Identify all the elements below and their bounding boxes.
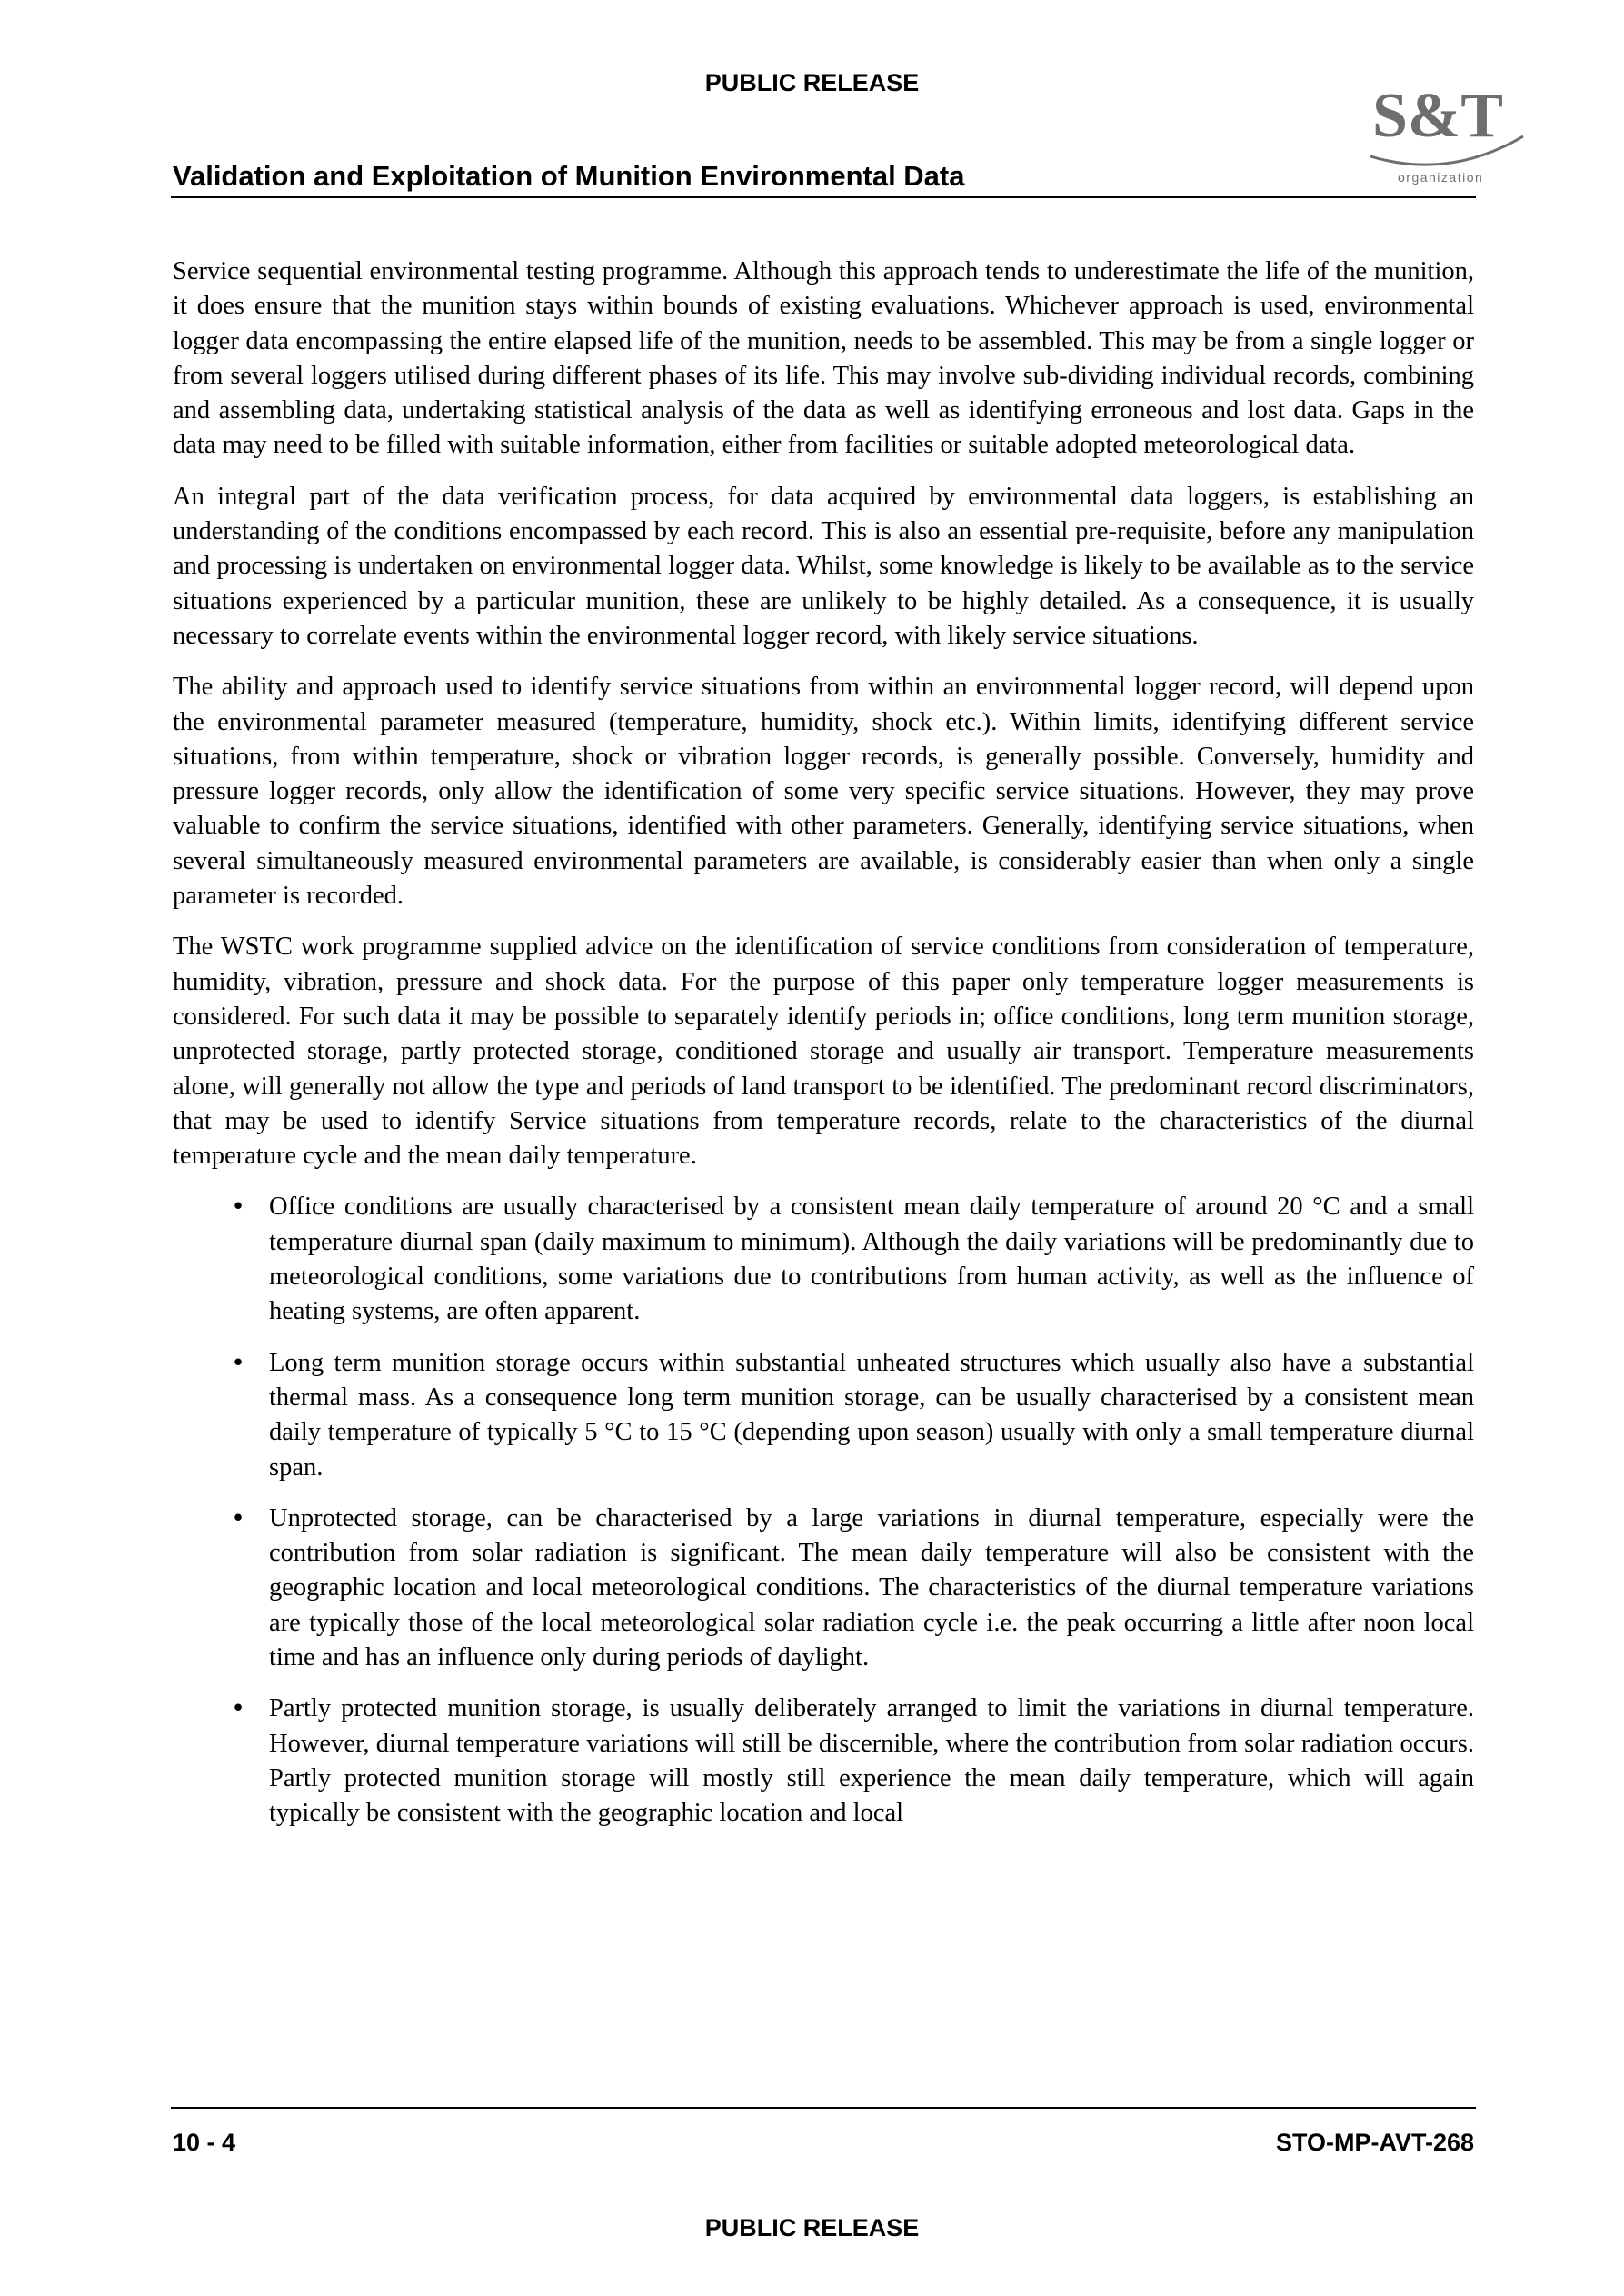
bullet-icon: • [231,1193,245,1222]
body-paragraph: The WSTC work programme supplied advice on the identification of service conditions from consideration of temperature, humidity, vibration, pressure and shock data. For the purpose of this paper only temperature logger measurements is considered. For such data it may be possible to separately identify periods in; office conditions, long term munition storage, unprotected storage, partly protected storage, conditioned storage and usually air transport. Temperature measurements alone, will generally not allow the type and periods of land transport to be identified. The predominant record discriminators, that may be used to identify Service situations from temperature records, relate to the characteristics of the diurnal temperature cycle and the mean daily temperature. [173,933,1474,1171]
page-body [173,255,1474,1847]
bullet-text: Office conditions are usually characterised by a consistent mean daily temperature of around 20 °C and a small temperature diurnal span (daily maximum to minimum). Although the daily variations will be predominantly due to meteorological conditions, some variations due to contributions from human activity, as well as the influence of heating systems, are often apparent. [269,1193,1474,1326]
document-id: STO-MP-AVT-268 [1275,2129,1474,2156]
body-paragraph: The ability and approach used to identify service situations from within an environmental logger record, will depend upon the environmental parameter measured (temperature, humidity, shock etc.). Within limits, identifying different service situations, from within temperature, shock or vibration logger records, is generally possible. Conversely, humidity and pressure logger records, only allow the identification of some very specific service situations. However, they may prove valuable to confirm the service situations, identified with other parameters. Generally, identifying service situations, when several simultaneously measured environmental parameters are available, is considerably easier than when only a single parameter is recorded. [173,673,1474,911]
public-release-footer: PUBLIC RELEASE [704,2214,920,2241]
footer-rule [171,2107,1476,2109]
bullet-item [173,1692,1474,1831]
sto-logo [1363,73,1527,191]
bullet-item [173,1502,1474,1675]
bullet-item [173,1190,1474,1329]
bullet-icon: • [231,1349,245,1377]
document-title: Validation and Exploitation of Munition Environmental Data [173,160,965,192]
body-paragraph: Service sequential environmental testing programme. Although this approach tends to underestimate the life of the munition, it does ensure that the munition stays within bounds of existing evaluations. Whichever approach is used, environmental logger data encompassing the entire elapsed life of the munition, needs to be assembled. This may be from a single logger or from several loggers utilised during different phases of its life. This may involve sub-dividing individual records, combining and assembling data, undertaking statistical analysis of the data as well as identifying erroneous and lost data. Gaps in the data may need to be filled with suitable information, either from facilities or suitable adopted meteorological data. [173,257,1474,460]
logo-mark: S&T [1372,81,1503,151]
logo-subtitle: organization [1398,170,1484,185]
public-release-header: PUBLIC RELEASE [704,69,920,96]
bullet-icon: • [231,1695,245,1723]
bullet-icon: • [231,1504,245,1532]
bullet-item [173,1346,1474,1485]
bullet-text: Unprotected storage, can be characterised by a large variations in diurnal temperature, especially were the contribution from solar radiation is significant. The mean daily temperature will also be consistent with the geographic location and local meteorological conditions. The characteristics of the diurnal temperature variations are typically those of the local meteorological solar radiation cycle i.e. the peak occurring a little after noon local time and has an influence only during periods of daylight. [269,1503,1474,1672]
bullet-text: Partly protected munition storage, is usually deliberately arranged to limit the variations in diurnal temperature. However, diurnal temperature variations will still be discernible, where the contribution from solar radiation occurs. Partly protected munition storage will mostly still experience the mean daily temperature, which will again typically be consistent with the geographic location and local [269,1694,1474,1828]
page-number: 10 - 4 [173,2129,236,2156]
bullet-text: Long term munition storage occurs within substantial unheated structures which usually also have a substantial thermal mass. As a consequence long term munition storage, can be usually characterised by a consistent mean daily temperature of typically 5 °C to 15 °C (depending upon season) usually with only a small temperature diurnal span. [269,1348,1474,1482]
bullet-list [173,1190,1474,1831]
header-rule [171,196,1476,198]
body-paragraph: An integral part of the data verification process, for data acquired by environmental data loggers, is establishing an understanding of the conditions encompassed by each record. This is also an essential pre-requisite, before any manipulation and processing is undertaken on environmental logger data. Whilst, some knowledge is likely to be available as to the service situations experienced by a particular munition, these are unlikely to be highly detailed. As a consequence, it is usually necessary to correlate events within the environmental logger record, with likely service situations. [173,482,1474,650]
